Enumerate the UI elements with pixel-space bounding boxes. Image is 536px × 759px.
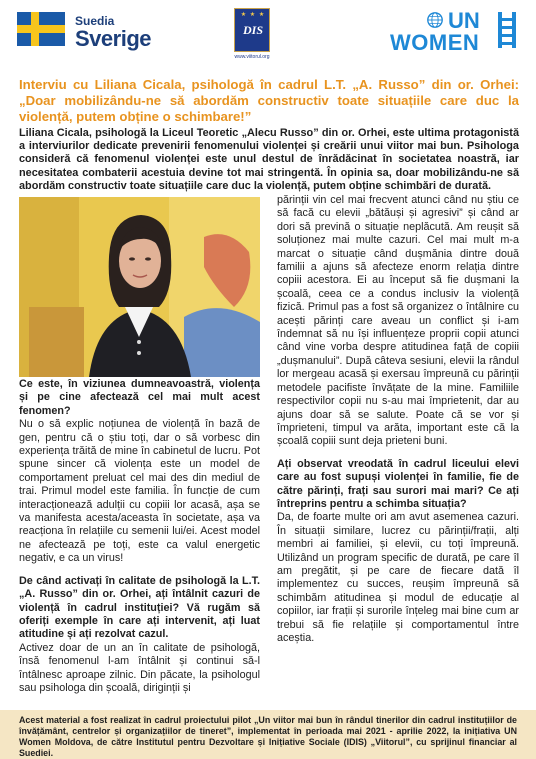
- swedish-flag-icon: [17, 12, 65, 46]
- question-2: De când activați în calitate de psihologă la L.T. „A. Russo” din or. Orhei, ați întâlnit cazuri de violență în cadrul instituției? Vă rugăm să oferiți exemple în care ați intervenit, ați luat atitudine și ați rezolvat cazul.: [19, 574, 260, 641]
- article-lead: Liliana Cicala, psihologă la Liceul Teoretic „Alecu Russo” din or. Orhei, este ultima protagonistă a interviurilor dedicate prevenirii fenomenului violenței și creării unui viitor mai bun. Psihologa consideră că fenomenul violenței este unul destul de înrădăcinat în societatea noastră, iar necesitatea combaterii acestuia devine tot mai stringentă. În opinia sa, doar mobilizându-ne să abordăm constructiv toate situațiile care duc la violență, putem obține schimbări de durată.: [19, 127, 519, 192]
- idis-url: www.viitorul.org: [234, 54, 270, 60]
- answer-2-continued: părinții vin cel mai frecvent atunci când nu știu ce să facă cu elevii „bătăuși și agresivi” și când ar dori să prevină o situație neplăcută. Am reușit să soluționez mai multe cazuri. Cel mai mult m-a marcat o situație când dușmănia dintre două familii a ajuns să afecteze enorm relația dintre copiii acestora. Ei au început să fie dușmani la școală, ceea ce a condus inclusiv la violență fizică. Primul pas a fost să organizez o întâlnire cu acești părinți care aveau un conflict și i-am îndemnat să nu își influențeze proprii copii atunci când vine vorba despre atitudinea față de copiii „dușmanului”. După câteva sesiuni, elevii la rândul lor mergeau acasă și exersau împreună cu părinții metodele pacifiste învățate de la mine. Familiile respectivilor copii nu s-au mai împrietenit, dar au ajuns doar să se salute. Poate că se vor și împrieteni, timpul va arăta, important este că la școală copiii sunt deja prieteni buni.: [277, 194, 519, 448]
- idis-logo: [231, 8, 273, 64]
- portrait-photo: [19, 197, 260, 377]
- question-3: Ați observat vreodată în cadrul liceului elevi care au fost supuși violenței în familie, fie de către părinți, frați sau surori mai mari? Ce ați întreprins pentru a schimba situația?: [277, 457, 519, 510]
- unwomen-symbol-icon: [498, 8, 516, 52]
- question-1: Ce este, în viziunea dumneavoastră, violența și pe cine afectează cel mai mult acest fenomen?: [19, 378, 260, 417]
- funding-footer: [0, 710, 536, 759]
- right-column: [277, 194, 519, 645]
- un-globe-icon: [426, 11, 444, 29]
- idis-logo-text: DIS: [242, 23, 263, 37]
- unwomen-logo-un-text: UN: [448, 8, 480, 33]
- answer-2: Activez doar de un an în calitate de psihologă, însă fenomenul l-am întâlnit și continui să-l întâlnesc aproape zilnic. Din păcate, la psihologul sau psihologa din școală, diriginții și: [19, 641, 260, 694]
- unwomen-logo: [390, 8, 520, 55]
- idis-badge-icon: ★ ★ ★ DIS: [234, 8, 270, 52]
- sweden-logo: [17, 12, 167, 51]
- unwomen-logo-women-text: WOMEN: [390, 30, 480, 55]
- answer-1: Nu o să explic noțiunea de violență în bază de gen, pentru că o știu toți, dar o să vorbesc din experiența trăită de mine în cabinetul de lucru. Pot spune sincer că violența este un model de comportament preluat cel mai des din mediul de trai. Primul model este familia. În funcție de cum interacționează adulții cu copiii lor acasă, așa se va manifesta acesta/aceasta în societate, așa va reacționa în relațiile cu semenii lui/ei. Acest model ne afectează pe toți, este ca valul energetic negativ, e ca un virus!: [19, 418, 260, 565]
- sweden-logo-big-text: Sverige: [75, 26, 151, 51]
- sweden-logo-small-text: Suedia: [75, 14, 115, 28]
- article-title: Interviu cu Liliana Cicala, psihologă în cadrul L.T. „A. Russo” din or. Orhei: „Doar mobilizându-ne să abordăm constructiv toate situațiile care duc la violență, putem obține o schimbare!”: [19, 77, 519, 124]
- left-column: [19, 378, 260, 695]
- page-header: [0, 0, 536, 64]
- footer-text: Acest material a fost realizat în cadrul proiectului pilot „Un viitor mai bun în rândul tinerilor din cadrul instituțiilor de învățământ, centrelor și organizațiilor de tineret”, implementat în perioada mai 2021 - aprilie 2022, la inițiativa UN Women Moldova, de către Institutul pentru Dezvoltare și Inițiative Sociale (IDIS) „Viitorul”, cu sprijinul financiar al Suediei.: [19, 715, 517, 758]
- answer-3: Da, de foarte multe ori am avut asemenea cazuri. În situații similare, lucrez cu părinții/frații, alți membri ai familiei, și elevii, cu toți împreună. Utilizând un program specific de durată, pe care îl am pregătit, și pe care de fiecare dată îl implementez cu succes, reușim împreună să schimbăm atitudinea și modul de educație al copiilor, iar frații și surorile înțeleg mai bine cum ar trebui să fie relațiile și comportamentul între aceștia.: [277, 511, 519, 644]
